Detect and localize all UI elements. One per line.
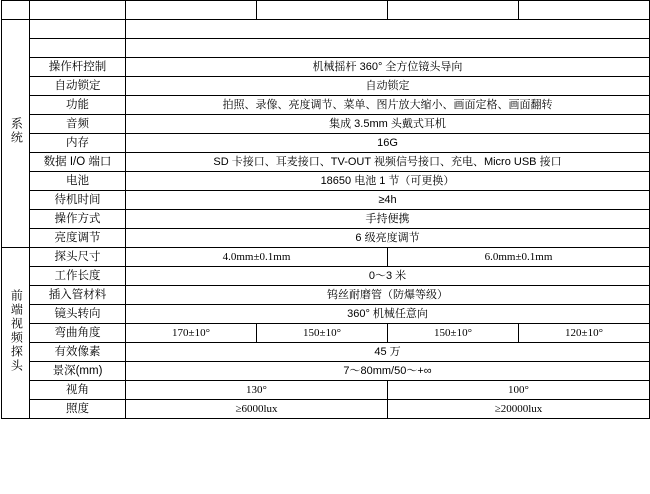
row-value-bending-angle-4: 120±10° — [519, 324, 650, 343]
row-value-auto-lock: 自动锁定 — [126, 77, 650, 96]
row-value-bending-angle-3: 150±10° — [388, 324, 519, 343]
group-label-system: 系统 — [2, 20, 30, 248]
row-label-lens-rotation: 镜头转向 — [30, 305, 126, 324]
row-value-standby-time: ≥4h — [126, 191, 650, 210]
top-header-cell-2 — [126, 1, 257, 20]
top-header-cell-5 — [519, 1, 650, 20]
table-row — [2, 381, 650, 400]
row-label-audio: 音频 — [30, 115, 126, 134]
row-value-blank-2 — [126, 39, 650, 58]
table-row — [2, 305, 650, 324]
table-row — [2, 229, 650, 248]
table-row — [2, 343, 650, 362]
row-value-joystick-control: 机械摇杆 360° 全方位镜头导向 — [126, 58, 650, 77]
table-row — [2, 20, 650, 39]
row-label-functions: 功能 — [30, 96, 126, 115]
row-value-illuminance-2: ≥20000lux — [388, 400, 650, 419]
row-value-bending-angle-1: 170±10° — [126, 324, 257, 343]
row-label-auto-lock: 自动锁定 — [30, 77, 126, 96]
row-label-effective-pixels: 有效像素 — [30, 343, 126, 362]
table-row — [2, 115, 650, 134]
row-value-audio: 集成 3.5mm 头戴式耳机 — [126, 115, 650, 134]
row-value-lens-rotation: 360° 机械任意向 — [126, 305, 650, 324]
row-label-joystick-control: 操作杆控制 — [30, 58, 126, 77]
row-value-functions: 拍照、录像、亮度调节、菜单、图片放大缩小、画面定格、画面翻转 — [126, 96, 650, 115]
table-row — [2, 96, 650, 115]
row-value-view-angle-2: 100° — [388, 381, 650, 400]
table-row — [2, 77, 650, 96]
row-value-memory: 16G — [126, 134, 650, 153]
row-value-data-io-port: SD 卡接口、耳麦接口、TV-OUT 视频信号接口、充电、Micro USB 接口 — [126, 153, 650, 172]
row-value-probe-size-1: 4.0mm±0.1mm — [126, 248, 388, 267]
top-header-cell-1 — [30, 1, 126, 20]
row-value-insertion-tube-material: 钨丝耐磨管（防爆等级） — [126, 286, 650, 305]
row-label-operation-mode: 操作方式 — [30, 210, 126, 229]
table-row — [2, 324, 650, 343]
row-label-probe-size: 探头尺寸 — [30, 248, 126, 267]
row-label-data-io-port: 数据 I/O 端口 — [30, 153, 126, 172]
row-label-bending-angle: 弯曲角度 — [30, 324, 126, 343]
table-top-header-row — [2, 1, 650, 20]
table-row — [2, 286, 650, 305]
row-value-working-length: 0～3 米 — [126, 267, 650, 286]
table-row — [2, 134, 650, 153]
table-row — [2, 248, 650, 267]
row-value-bending-angle-2: 150±10° — [257, 324, 388, 343]
table-row — [2, 58, 650, 77]
row-value-blank-1 — [126, 20, 650, 39]
row-value-illuminance-1: ≥6000lux — [126, 400, 388, 419]
table-row — [2, 267, 650, 286]
top-header-cell-empty-left — [2, 1, 30, 20]
row-label-blank-1 — [30, 20, 126, 39]
row-value-probe-size-2: 6.0mm±0.1mm — [388, 248, 650, 267]
row-label-memory: 内存 — [30, 134, 126, 153]
row-label-illuminance: 照度 — [30, 400, 126, 419]
row-label-battery: 电池 — [30, 172, 126, 191]
row-value-effective-pixels: 45 万 — [126, 343, 650, 362]
table-row — [2, 153, 650, 172]
table-row — [2, 210, 650, 229]
row-label-brightness-adjust: 亮度调节 — [30, 229, 126, 248]
row-label-insertion-tube-material: 插入管材料 — [30, 286, 126, 305]
table-row — [2, 172, 650, 191]
row-value-battery: 18650 电池 1 节（可更换） — [126, 172, 650, 191]
row-label-working-length: 工作长度 — [30, 267, 126, 286]
top-header-cell-4 — [388, 1, 519, 20]
table-row — [2, 400, 650, 419]
table-row — [2, 39, 650, 58]
row-label-view-angle: 视角 — [30, 381, 126, 400]
top-header-cell-3 — [257, 1, 388, 20]
specification-table — [1, 0, 650, 419]
row-label-blank-2 — [30, 39, 126, 58]
row-label-standby-time: 待机时间 — [30, 191, 126, 210]
table-row — [2, 191, 650, 210]
table-row — [2, 362, 650, 381]
row-value-brightness-adjust: 6 级亮度调节 — [126, 229, 650, 248]
group-label-front-video-probe: 前端视频探头 — [2, 248, 30, 419]
row-label-depth-of-field: 景深(mm) — [30, 362, 126, 381]
row-value-view-angle-1: 130° — [126, 381, 388, 400]
row-value-depth-of-field: 7～80mm/50～+∞ — [126, 362, 650, 381]
row-value-operation-mode: 手持便携 — [126, 210, 650, 229]
